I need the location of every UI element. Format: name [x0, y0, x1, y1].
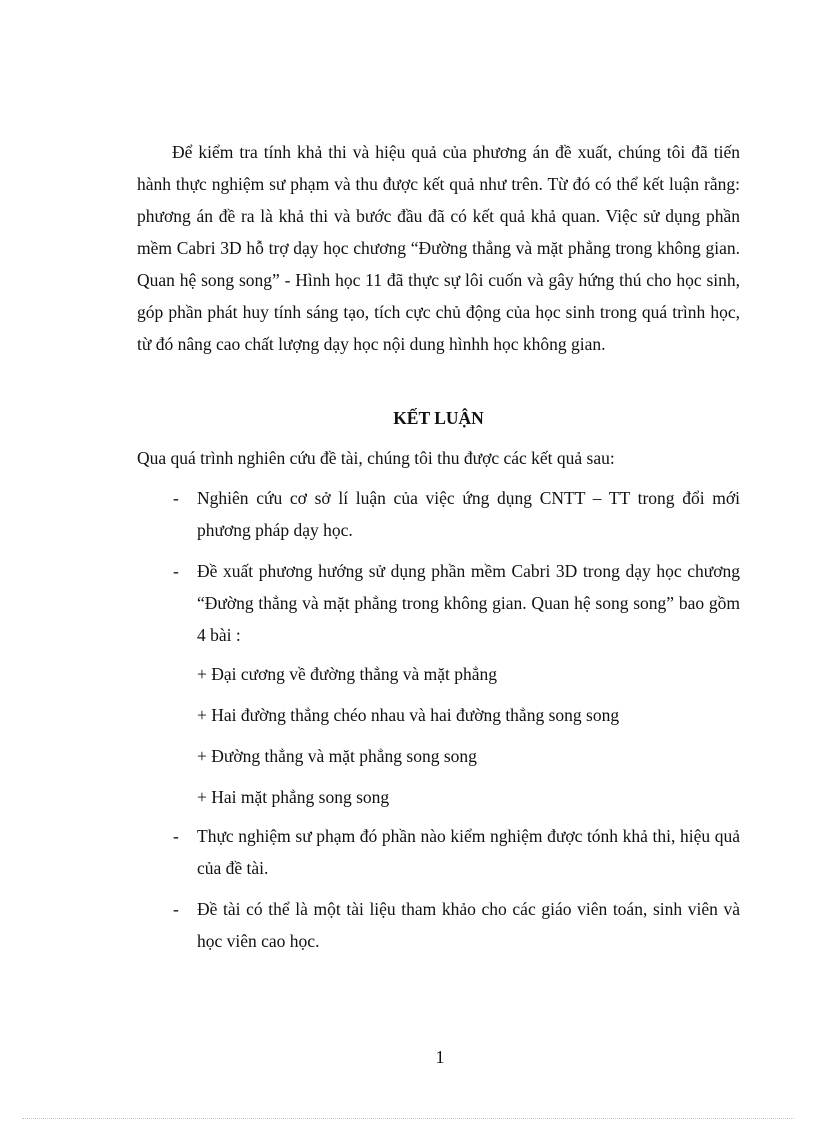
bullet-dash: - [173, 488, 179, 508]
list-item-text: Đề xuất phương hướng sử dụng phần mềm Cabri 3D trong dạy học chương “Đường thẳng và mặt phẳng trong không gian. Quan hệ song song” bao gồm 4 bài : [197, 561, 740, 645]
list-item-text: Nghiên cứu cơ sở lí luận của việc ứng dụng CNTT – TT trong đổi mới phương pháp dạy học. [197, 488, 740, 540]
intro-sentence: Qua quá trình nghiên cứu đề tài, chúng tôi thu được các kết quả sau: [137, 448, 615, 468]
sub-list-item: + Đại cương về đường thẳng và mặt phẳng [197, 664, 498, 684]
page-number: 1 [435, 1047, 445, 1067]
list-item-text: Đề tài có thể là một tài liệu tham khảo cho các giáo viên toán, sinh viên và học viên cao học. [197, 899, 740, 951]
sub-list-item: + Hai đường thẳng chéo nhau và hai đường thẳng song song [197, 705, 620, 725]
list-item [137, 555, 740, 651]
sub-list-item: + Đường thẳng và mặt phẳng song song [197, 746, 477, 766]
list-item [137, 820, 740, 884]
sub-list-item: + Hai mặt phẳng song song [197, 787, 390, 807]
bullet-dash: - [173, 826, 179, 846]
list-item [137, 893, 740, 957]
bullet-dash: - [173, 561, 179, 581]
section-heading: KẾT LUẬN [393, 408, 484, 428]
page-bottom-divider [22, 1118, 794, 1119]
body-paragraph: Để kiểm tra tính khả thi và hiệu quả của phương án đề xuất, chúng tôi đã tiến hành thực nghiệm sư phạm và thu được kết quả như trên. Từ đó có thể kết luận rằng: phương án đề ra là khả thi và bước đầu đã có kết quả khả quan. Việc sử dụng phần mềm Cabri 3D hỗ trợ dạy học chương “Đường thẳng và mặt phẳng trong không gian. Quan hệ song song” - Hình học 11 đã thực sự lôi cuốn và gây hứng thú cho học sinh, góp phần phát huy tính sáng tạo, tích cực chủ động của học sinh trong quá trình học, từ đó nâng cao chất lượng dạy học nội dung hìnhh học không gian. [137, 142, 740, 354]
bullet-dash: - [173, 899, 179, 919]
list-item [137, 482, 740, 546]
list-item-text: Thực nghiệm sư phạm đó phần nào kiểm nghiệm được tónh khả thi, hiệu quả của đề tài. [197, 826, 740, 878]
